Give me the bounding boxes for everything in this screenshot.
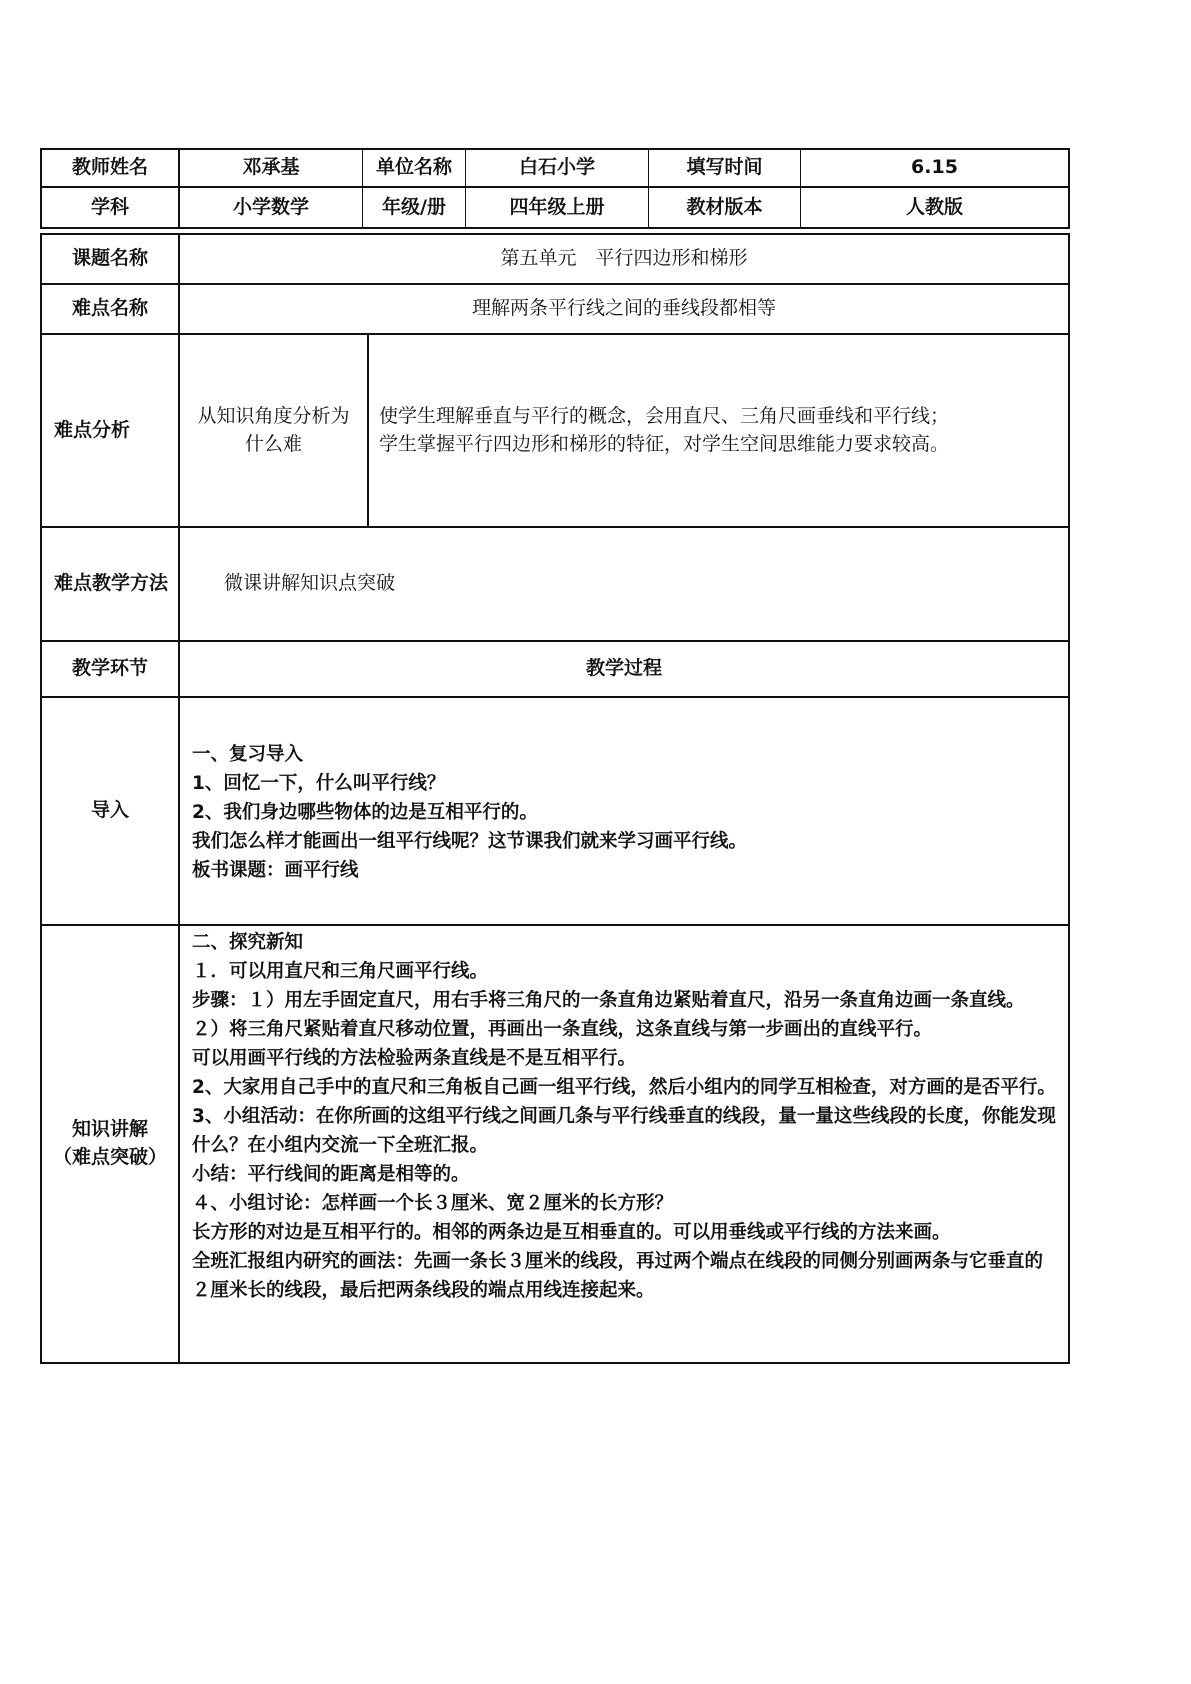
analysis-sub-label: 从知识角度分析为什么难 <box>180 335 369 526</box>
knowledge-line-2: １．可以用直尺和三角尺画平行线。 <box>192 961 489 982</box>
teacher-name-value: 邓承基 <box>180 150 363 186</box>
intro-line-3: 2、我们身边哪些物体的边是互相平行的。 <box>192 802 538 823</box>
analysis-line-2: 学生掌握平行四边形和梯形的特征，对学生空间思维能力要求较高。 <box>379 432 950 455</box>
analysis-label: 难点分析 <box>42 335 180 526</box>
intro-row <box>40 698 1070 926</box>
subject-value: 小学数学 <box>180 188 363 227</box>
subject-label: 学科 <box>42 188 180 227</box>
knowledge-label <box>42 926 180 1362</box>
knowledge-row <box>40 926 1070 1364</box>
topic-value: 第五单元 平行四边形和梯形 <box>500 247 748 270</box>
knowledge-line-11: 全班汇报组内研究的画法：先画一条长３厘米的线段，再过两个端点在线段的同侧分别画两条与它垂直的２厘米长的线段，最后把两条线段的端点用线连接起来。 <box>192 1251 1044 1301</box>
intro-line-1: 一、复习导入 <box>192 744 304 765</box>
knowledge-line-7: 3、小组活动：在你所画的这组平行线之间画几条与平行线垂直的线段，量一量这些线段的长度，你能发现什么？在小组内交流一下全班汇报。 <box>192 1106 1056 1156</box>
date-value: 6.15 <box>911 156 958 179</box>
knowledge-line-9: ４、小组讨论：怎样画一个长３厘米、宽２厘米的长方形？ <box>192 1193 674 1214</box>
topic-label: 课题名称 <box>42 235 180 283</box>
method-row <box>40 528 1070 642</box>
intro-content <box>180 698 1068 924</box>
process-title: 教学过程 <box>585 657 662 680</box>
intro-line-4: 我们怎么样才能画出一组平行线呢？这节课我们就来学习画平行线。 <box>192 831 748 852</box>
intro-line-5: 板书课题：画平行线 <box>192 860 359 881</box>
intro-line-2: 1、回忆一下，什么叫平行线？ <box>192 773 446 794</box>
grade-value: 四年级上册 <box>466 188 649 227</box>
header-row-2 <box>40 188 1070 229</box>
analysis-content <box>369 335 1068 526</box>
knowledge-label-line-1: 知识讲解 <box>71 1118 148 1141</box>
knowledge-line-6: 2、大家用自己手中的直尺和三角板自己画一组平行线，然后小组内的同学互相检查，对方画的是否平行。 <box>192 1077 1056 1098</box>
knowledge-line-10: 长方形的对边是互相平行的。相邻的两条边是互相垂直的。可以用垂线或平行线的方法来画。 <box>192 1222 951 1243</box>
knowledge-label-line-2: （难点突破） <box>52 1146 167 1168</box>
topic-row <box>40 233 1070 285</box>
school-label: 单位名称 <box>363 150 466 186</box>
knowledge-line-4: ２）将三角尺紧贴着直尺移动位置，再画出一条直线，这条直线与第一步画出的直线平行。 <box>192 1019 933 1040</box>
knowledge-content <box>180 926 1068 1362</box>
intro-label: 导入 <box>42 698 180 924</box>
method-value: 微课讲解知识点突破 <box>224 572 396 595</box>
knowledge-line-5: 可以用画平行线的方法检验两条直线是不是互相平行。 <box>192 1048 637 1069</box>
analysis-line-1: 使学生理解垂直与平行的概念，会用直尺、三角尺画垂线和平行线； <box>379 405 950 427</box>
teacher-name-label: 教师姓名 <box>42 150 180 186</box>
process-header-row <box>40 642 1070 698</box>
difficulty-label: 难点名称 <box>42 285 180 333</box>
header-row-1 <box>40 148 1070 188</box>
edition-label: 教材版本 <box>649 188 801 227</box>
date-label: 填写时间 <box>649 150 801 186</box>
lesson-plan-table <box>40 148 1070 1364</box>
method-label: 难点教学方法 <box>42 528 180 640</box>
edition-value: 人教版 <box>905 195 963 218</box>
process-stage-label: 教学环节 <box>42 642 180 696</box>
difficulty-row <box>40 285 1070 335</box>
analysis-row <box>40 335 1070 528</box>
knowledge-line-1: 二、探究新知 <box>192 932 304 953</box>
grade-label: 年级/册 <box>363 188 466 227</box>
knowledge-line-8: 小结：平行线间的距离是相等的。 <box>192 1164 470 1185</box>
difficulty-value: 理解两条平行线之间的垂线段都相等 <box>471 297 776 320</box>
knowledge-line-3: 步骤：１）用左手固定直尺，用右手将三角尺的一条直角边紧贴着直尺，沿另一条直角边画一条直线。 <box>192 990 1025 1011</box>
school-value: 白石小学 <box>466 150 649 186</box>
